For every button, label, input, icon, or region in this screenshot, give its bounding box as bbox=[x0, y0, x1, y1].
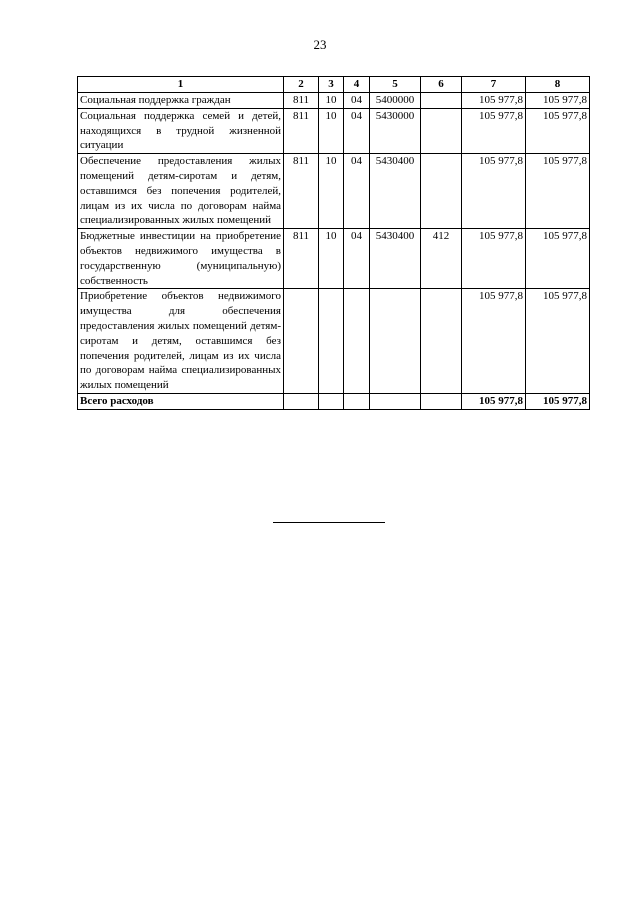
column-header: 5 bbox=[370, 77, 421, 93]
column-header: 4 bbox=[344, 77, 370, 93]
cell-col4: 04 bbox=[344, 108, 370, 153]
cell-col2: 811 bbox=[284, 154, 319, 229]
page-number: 23 bbox=[313, 37, 327, 52]
cell-col4: 04 bbox=[344, 93, 370, 109]
column-header: 3 bbox=[319, 77, 344, 93]
cell-col5 bbox=[370, 289, 421, 394]
cell-col5: 5430000 bbox=[370, 108, 421, 153]
column-header: 7 bbox=[462, 77, 526, 93]
cell-col7: 105 977,8 bbox=[462, 289, 526, 394]
row-name: Обеспечение предоставления жилых помещений детям-сиротам и детям, оставшимся без попечения родителей, лицам из их числа по договорам найма специализированных жилых помещений bbox=[78, 154, 284, 229]
cell-col5 bbox=[370, 393, 421, 409]
total-col7: 105 977,8 bbox=[462, 393, 526, 409]
column-header: 8 bbox=[526, 77, 590, 93]
cell-col8: 105 977,8 bbox=[526, 93, 590, 109]
cell-col6 bbox=[421, 289, 462, 394]
row-name: Бюджетные инвестиции на приобретение объектов недвижимого имущества в государственную (муниципальную) собственность bbox=[78, 229, 284, 289]
cell-col7: 105 977,8 bbox=[462, 154, 526, 229]
cell-col2 bbox=[284, 393, 319, 409]
table-row bbox=[78, 108, 590, 153]
cell-col6 bbox=[421, 93, 462, 109]
cell-col4 bbox=[344, 393, 370, 409]
table-row bbox=[78, 154, 590, 229]
cell-col3: 10 bbox=[319, 93, 344, 109]
budget-table bbox=[77, 76, 590, 410]
table-header-row bbox=[78, 77, 590, 93]
cell-col2: 811 bbox=[284, 108, 319, 153]
cell-col3: 10 bbox=[319, 108, 344, 153]
cell-col5: 5400000 bbox=[370, 93, 421, 109]
table-row bbox=[78, 93, 590, 109]
cell-col5: 5430400 bbox=[370, 154, 421, 229]
cell-col8: 105 977,8 bbox=[526, 154, 590, 229]
cell-col8: 105 977,8 bbox=[526, 108, 590, 153]
cell-col7: 105 977,8 bbox=[462, 93, 526, 109]
table-total-row bbox=[78, 393, 590, 409]
row-name: Социальная поддержка граждан bbox=[78, 93, 284, 109]
cell-col3 bbox=[319, 289, 344, 394]
cell-col3: 10 bbox=[319, 229, 344, 289]
table-row bbox=[78, 229, 590, 289]
row-name: Социальная поддержка семей и детей, находящихся в трудной жизненной ситуации bbox=[78, 108, 284, 153]
cell-col4: 04 bbox=[344, 154, 370, 229]
column-header: 6 bbox=[421, 77, 462, 93]
cell-col6 bbox=[421, 108, 462, 153]
cell-col6 bbox=[421, 393, 462, 409]
cell-col7: 105 977,8 bbox=[462, 108, 526, 153]
cell-col8: 105 977,8 bbox=[526, 229, 590, 289]
cell-col4 bbox=[344, 289, 370, 394]
cell-col2: 811 bbox=[284, 229, 319, 289]
total-col8: 105 977,8 bbox=[526, 393, 590, 409]
cell-col6: 412 bbox=[421, 229, 462, 289]
cell-col3 bbox=[319, 393, 344, 409]
cell-col5: 5430400 bbox=[370, 229, 421, 289]
total-label: Всего расходов bbox=[78, 393, 284, 409]
cell-col8: 105 977,8 bbox=[526, 289, 590, 394]
closing-rule bbox=[273, 522, 385, 523]
column-header: 1 bbox=[78, 77, 284, 93]
cell-col3: 10 bbox=[319, 154, 344, 229]
row-name: Приобретение объектов недвижимого имущества для обеспечения предоставления жилых помещений детям-сиротам и детям, оставшимся без попечения родителей, лицам из их числа по договорам найма специализированных жилых помещений bbox=[78, 289, 284, 394]
table-row bbox=[78, 289, 590, 394]
column-header: 2 bbox=[284, 77, 319, 93]
cell-col7: 105 977,8 bbox=[462, 229, 526, 289]
cell-col2 bbox=[284, 289, 319, 394]
cell-col6 bbox=[421, 154, 462, 229]
cell-col4: 04 bbox=[344, 229, 370, 289]
cell-col2: 811 bbox=[284, 93, 319, 109]
